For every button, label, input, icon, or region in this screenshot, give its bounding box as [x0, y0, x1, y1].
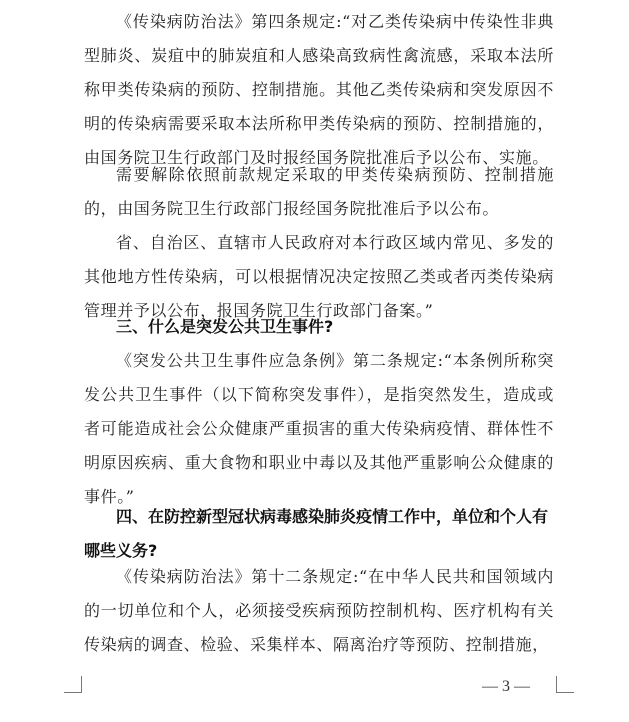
page-number: — 3 —: [482, 678, 530, 695]
crop-mark-bottom-right: [556, 676, 574, 693]
section-heading-4: 四、在防控新型冠状病毒感染肺炎疫情工作中，单位和个人有哪些义务?: [84, 507, 549, 560]
paragraph-emergency-regulation: 《突发公共卫生事件应急条例》第二条规定:“本条例所称突发公共卫生事件（以下简称突发事件），是指突然发生，造成或者可能造成社会公众健康严重损害的重大传染病疫情、群体性不明原因疾病、重大食物和职业中毒以及其他严重影响公众健康的事件。”: [84, 351, 554, 506]
crop-mark-bottom-left: [64, 676, 82, 693]
paragraph-art12: 《传染病防治法》第十二条规定:“在中华人民共和国领域内的一切单位和个人，必须接受疾病预防控制机构、医疗机构有关传染病的调查、检验、采集样本、隔离治疗等预防、控制措施，: [84, 567, 554, 654]
paragraph-art4-clause2: 需要解除依照前款规定采取的甲类传染病预防、控制措施的，由国务院卫生行政部门报经国务院批准后予以公布。: [84, 165, 554, 218]
paragraph-art4-clause1: 《传染病防治法》第四条规定:“对乙类传染病中传染性非典型肺炎、炭疽中的肺炭疽和人感染高致病性禽流感，采取本法所称甲类传染病的预防、控制措施。其他乙类传染病和突发原因不明的传染病需要采取本法所称甲类传染病的预防、控制措施的，由国务院卫生行政部门及时报经国务院批准后予以公布、实施。: [84, 12, 554, 167]
paragraph-art4-clause3: 省、自治区、直辖市人民政府对本行政区域内常见、多发的其他地方性传染病，可以根据情况决定按照乙类或者丙类传染病管理并予以公布，报国务院卫生行政部门备案。”: [84, 233, 554, 320]
section-heading-3: 三、什么是突发公共卫生事件?: [116, 317, 334, 336]
